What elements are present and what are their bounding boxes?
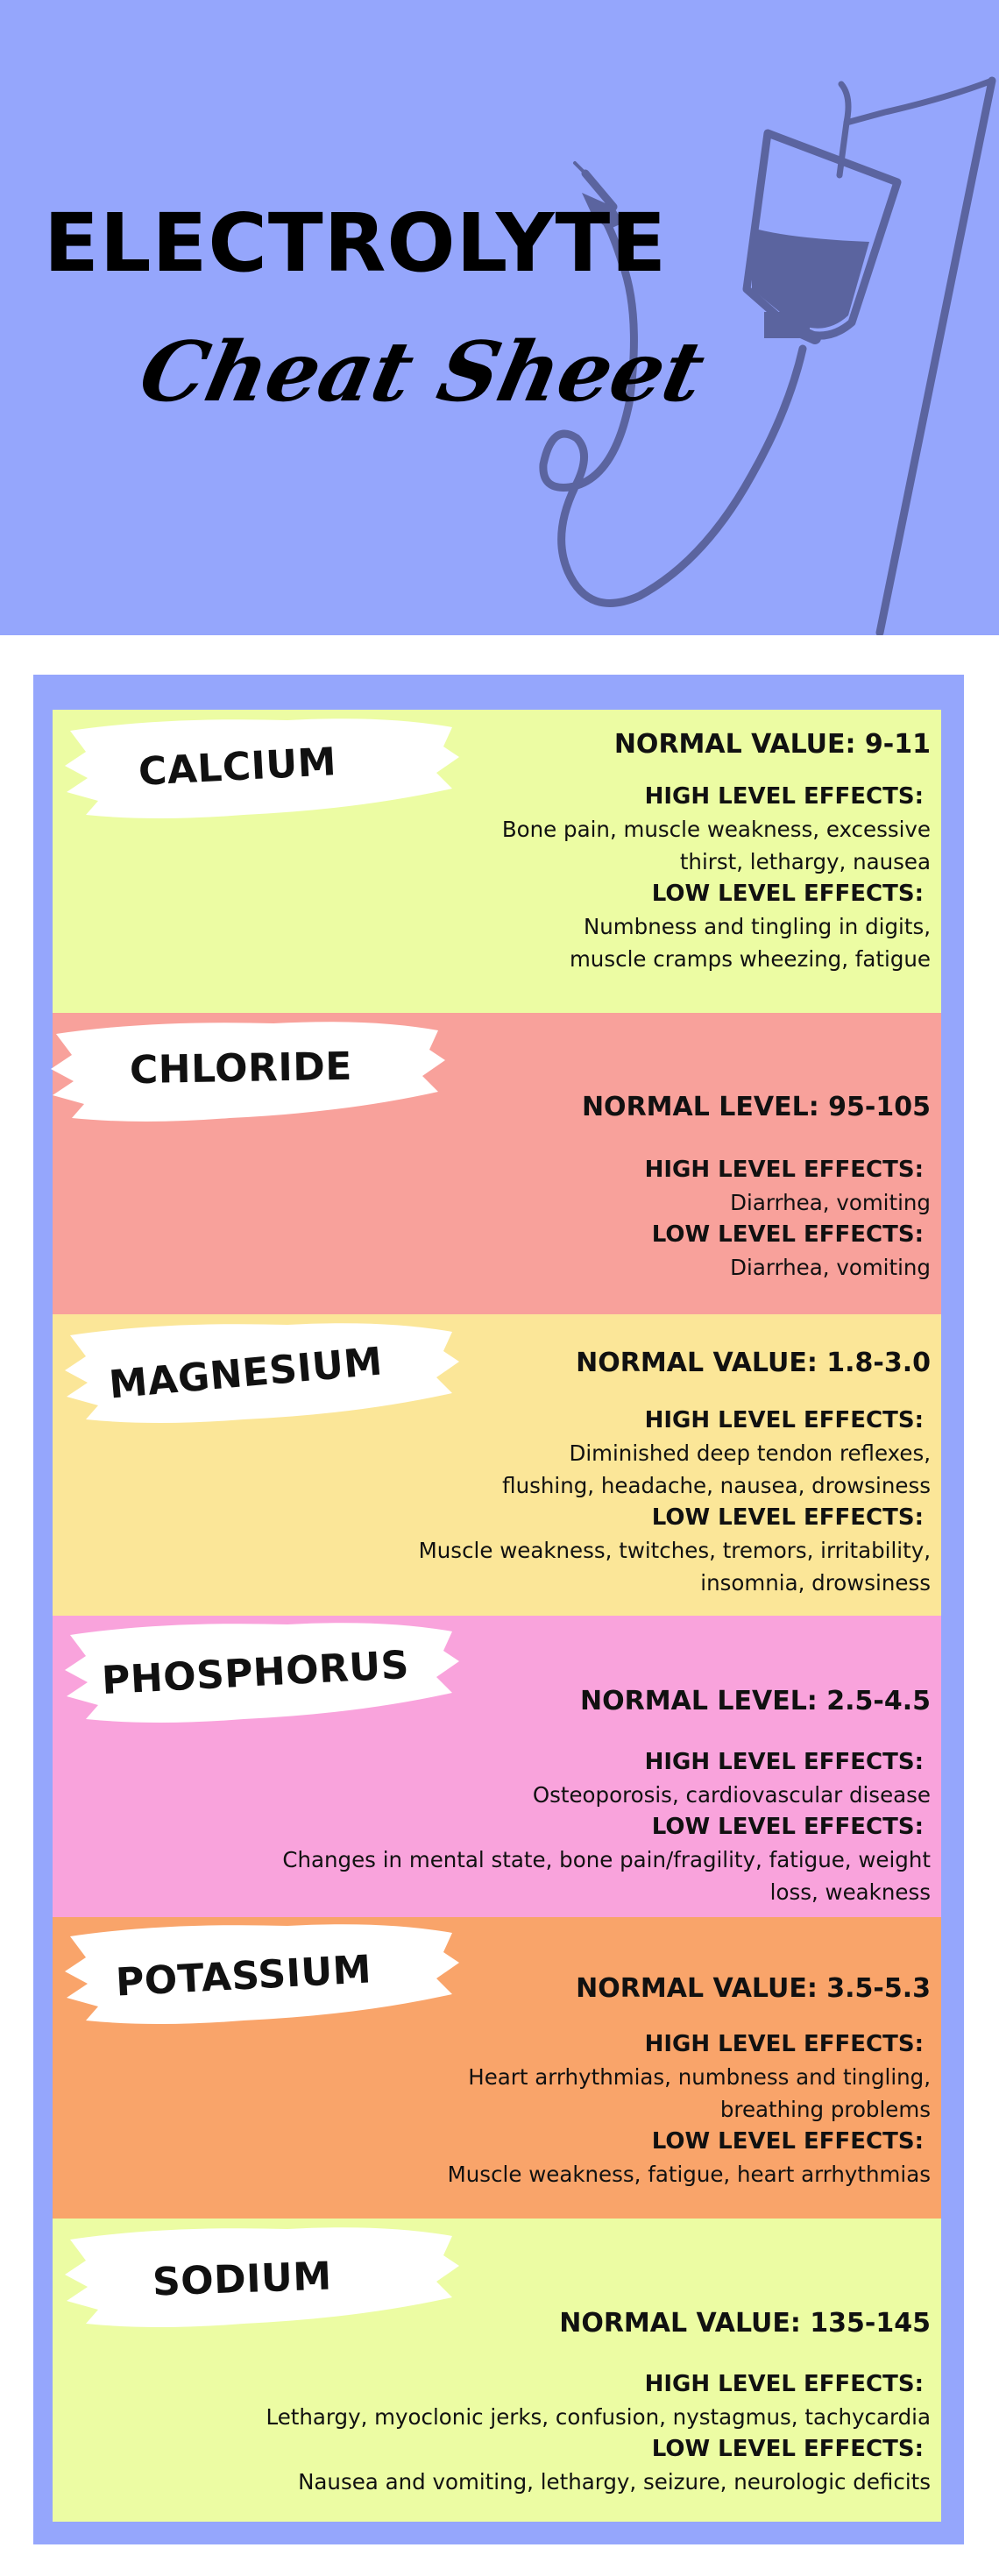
high-effects-label: HIGH LEVEL EFFECTS:	[644, 2031, 924, 2057]
high-effects-label: HIGH LEVEL EFFECTS:	[644, 783, 924, 810]
high-effects-text: Diminished deep tendon reflexes, flushing, headache, nausea, drowsiness	[502, 1440, 931, 1498]
low-effects-text: Nausea and vomiting, lethargy, seizure, neurologic deficits	[298, 2469, 931, 2495]
low-effects-label: LOW LEVEL EFFECTS:	[651, 2128, 924, 2155]
section-sodium	[53, 2219, 941, 2522]
normal-value: NORMAL LEVEL: 95-105	[581, 1092, 931, 1122]
high-effects-label: HIGH LEVEL EFFECTS:	[644, 1407, 924, 1433]
high-effects-label: HIGH LEVEL EFFECTS:	[644, 1157, 924, 1183]
high-effects-text: Osteoporosis, cardiovascular disease	[532, 1782, 931, 1808]
normal-value: NORMAL VALUE: 135-145	[559, 2308, 931, 2339]
low-effects-text: Changes in mental state, bone pain/fragility, fatigue, weight loss, weakness	[282, 1847, 931, 1905]
element-name: CHLORIDE	[129, 1044, 353, 1093]
element-name: MAGNESIUM	[107, 1339, 385, 1408]
low-effects-text: Numbness and tingling in digits, muscle cramps wheezing, fatigue	[569, 914, 931, 972]
low-effects-label: LOW LEVEL EFFECTS:	[651, 881, 924, 907]
high-effects-text: Diarrhea, vomiting	[730, 1190, 931, 1215]
info-block	[212, 1092, 931, 1284]
info-block	[212, 729, 931, 975]
section-calcium	[53, 710, 941, 1013]
element-name: CALCIUM	[137, 740, 338, 795]
low-effects-label: LOW LEVEL EFFECTS:	[651, 1504, 924, 1531]
high-effects-text: Bone pain, muscle weakness, excessive thirst, lethargy, nausea	[501, 817, 931, 874]
section-chloride	[53, 1013, 941, 1314]
page-title: ELECTROLYTE	[44, 196, 668, 290]
section-magnesium	[53, 1314, 941, 1616]
page-subtitle: Cheat Sheet	[131, 324, 712, 421]
info-block	[212, 2308, 931, 2498]
high-effects-text: Lethargy, myoclonic jerks, confusion, nystagmus, tachycardia	[266, 2404, 931, 2430]
low-effects-text: Diarrhea, vomiting	[730, 1255, 931, 1280]
low-effects-label: LOW LEVEL EFFECTS:	[651, 2436, 924, 2462]
normal-value: NORMAL VALUE: 1.8-3.0	[576, 1348, 931, 1378]
high-effects-label: HIGH LEVEL EFFECTS:	[644, 2371, 924, 2397]
low-effects-label: LOW LEVEL EFFECTS:	[651, 1221, 924, 1248]
normal-value: NORMAL VALUE: 3.5-5.3	[576, 1973, 931, 2004]
element-name: PHOSPHORUS	[100, 1642, 411, 1704]
header-banner	[0, 0, 999, 635]
high-effects-label: HIGH LEVEL EFFECTS:	[644, 1749, 924, 1775]
normal-value: NORMAL LEVEL: 2.5-4.5	[580, 1686, 931, 1716]
info-block	[212, 1973, 931, 2190]
element-name: POTASSIUM	[114, 1947, 373, 2006]
low-effects-text: Muscle weakness, twitches, tremors, irritability, insomnia, drowsiness	[418, 1538, 931, 1596]
low-effects-label: LOW LEVEL EFFECTS:	[651, 1814, 924, 1840]
section-potassium	[53, 1917, 941, 2219]
low-effects-text: Muscle weakness, fatigue, heart arrhythmias	[447, 2162, 931, 2187]
section-phosphorus	[53, 1616, 941, 1917]
normal-value: NORMAL VALUE: 9-11	[613, 729, 931, 760]
electrolyte-sections	[53, 710, 941, 2522]
iv-drip-bag-icon	[0, 0, 999, 635]
element-name: SODIUM	[152, 2254, 333, 2305]
info-block	[212, 1348, 931, 1599]
high-effects-text: Heart arrhythmias, numbness and tingling, breathing problems	[468, 2064, 931, 2122]
info-block	[212, 1686, 931, 1908]
